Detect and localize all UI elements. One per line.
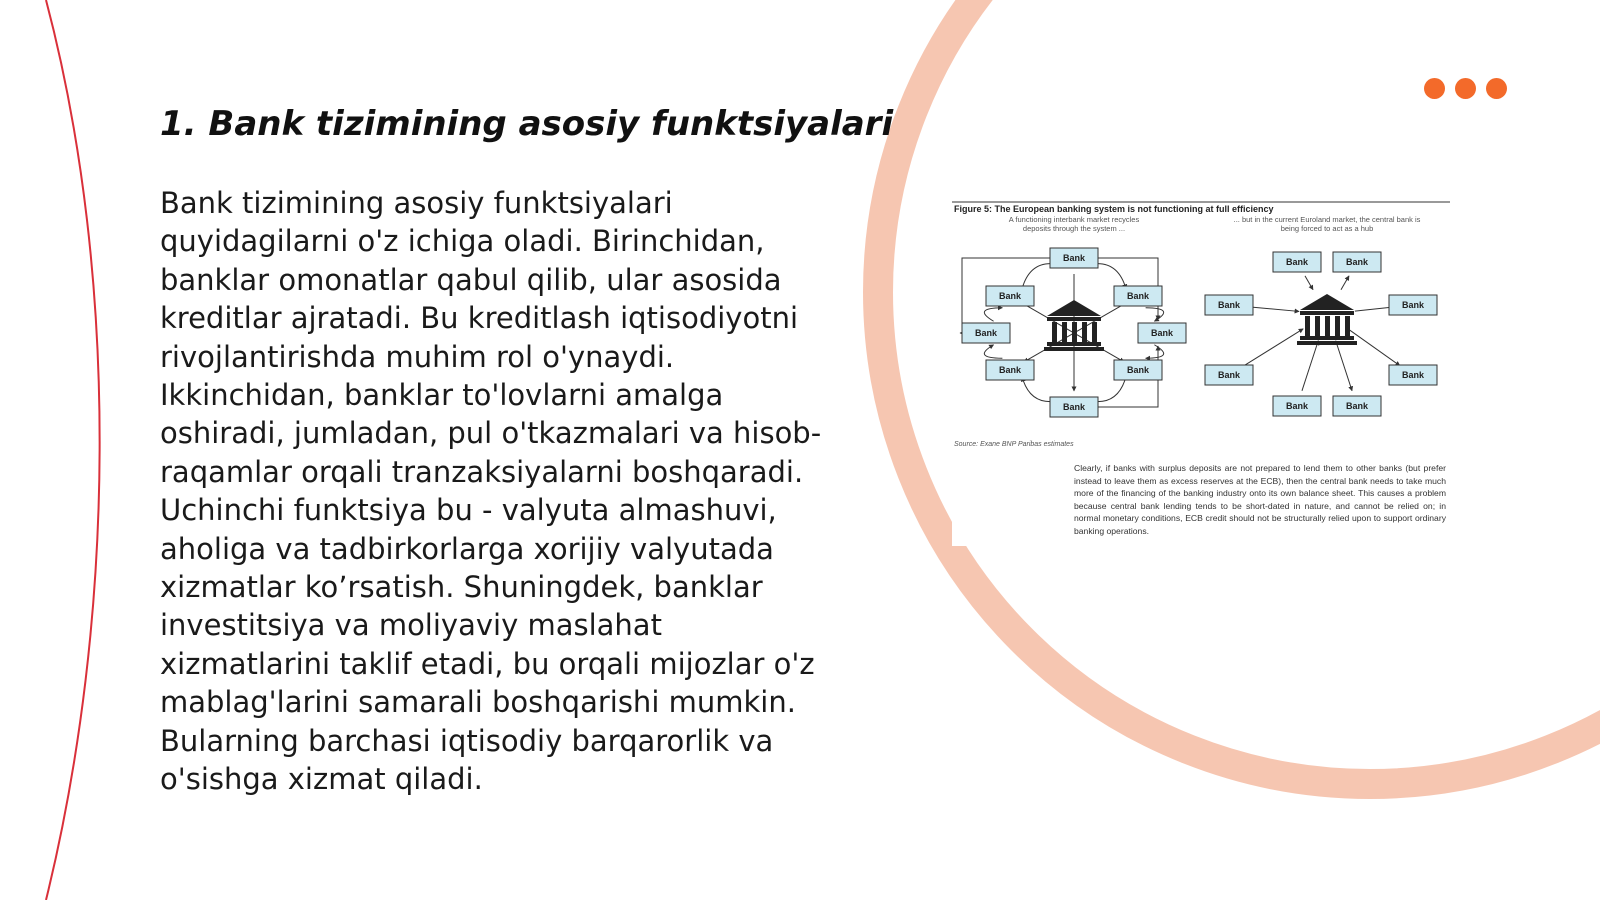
bank-node	[1273, 252, 1321, 272]
bank-node-label: Bank	[1062, 402, 1086, 412]
bank-node	[962, 323, 1010, 343]
bank-node-label: Bank	[1285, 257, 1309, 267]
bank-node-label: Bank	[1150, 328, 1174, 338]
bank-node	[1114, 360, 1162, 380]
bank-node-label: Bank	[1062, 253, 1086, 263]
left-accent-line	[46, 0, 100, 900]
banking-network-diagram	[952, 196, 1450, 456]
bank-node	[986, 360, 1034, 380]
left-subtitle-line: deposits through the system ...	[1022, 224, 1126, 233]
bank-node-label: Bank	[998, 291, 1022, 301]
dot	[1455, 78, 1476, 99]
bank-node-label: Bank	[974, 328, 998, 338]
bank-node-label: Bank	[1217, 300, 1241, 310]
connection-arrow	[1341, 276, 1349, 290]
bank-node	[1273, 396, 1321, 416]
right-subtitle-line: ... but in the current Euroland market, the central bank is	[1233, 215, 1421, 224]
bank-node-label: Bank	[1126, 365, 1150, 375]
bank-node	[986, 286, 1034, 306]
connection-arrow	[1302, 341, 1318, 391]
left-subtitle-line: A functioning interbank market recycles	[1008, 215, 1140, 224]
bank-node	[1333, 396, 1381, 416]
bank-node-label: Bank	[1285, 401, 1309, 411]
bank-node	[1205, 295, 1253, 315]
bank-node-label: Bank	[1217, 370, 1241, 380]
bank-node	[1138, 323, 1186, 343]
connection-arrow	[1350, 330, 1400, 366]
bank-node-label: Bank	[1345, 401, 1369, 411]
dot	[1424, 78, 1445, 99]
connection-arrow	[1305, 276, 1313, 290]
bank-node	[1205, 365, 1253, 385]
connection-arrow	[984, 308, 1002, 322]
figure-caption: Clearly, if banks with surplus deposits are not prepared to lend them to other banks (but prefer instead to leave them as excess reserves at the ECB), then the central bank needs to take much more of the financing of the banking industry onto its own balance sheet. This causes a problem because central bank lending tends to be short-dated in nature, and cannot be relied on; in normal monetary conditions, ECB credit should not be structurally relied upon to support ordinary banking operations.	[1074, 463, 1446, 536]
connection-arrow	[1146, 345, 1164, 359]
slide-body-text: Bank tizimining asosiy funktsiyalari quyidagilarni o'z ichiga oladi. Birinchidan, banklar omonatlar qabul qilib, ular asosida kreditlar ajratadi. Bu kreditlash iqtisodiyotni rivojlantirishda muhim rol o'ynaydi. Ikkinchidan, banklar to'lovlarni amalga oshiradi, jumladan, pul o'tkazmalari va hisob-raqamlar orqali tranzaksiyalarni boshqaradi. Uchinchi funktsiya bu - valyuta almashuvi, aholiga va tadbirkorlarga xorijiy valyutada xizmatlar ko’rsatish. Shuningdek, banklar investitsiya va moliyaviy maslahat xizmatlarini taklif etadi, bu orqali mijozlar o'z mablag'larini samarali boshqarishi mumkin. Bularning barchasi iqtisodiy barqarorlik va o'sishga xizmat qiladi.	[160, 186, 822, 797]
connection-arrow	[984, 345, 1002, 359]
bank-node-label: Bank	[1345, 257, 1369, 267]
slide-title: 1. Bank tizimining asosiy funktsiyalari	[160, 104, 894, 144]
bank-node-label: Bank	[1401, 300, 1425, 310]
central-bank-icon	[1044, 300, 1104, 351]
dot	[1486, 78, 1507, 99]
central-bank-icon	[1297, 294, 1357, 345]
more-dots-icon	[1424, 78, 1507, 99]
bank-node	[1050, 248, 1098, 268]
right-subtitle-line: being forced to act as a hub	[1280, 224, 1374, 233]
bank-node	[1114, 286, 1162, 306]
bank-node	[1050, 397, 1098, 417]
figure-title: Figure 5: The European banking system is not functioning at full efficiency	[954, 204, 1274, 214]
connection-arrow	[1146, 308, 1164, 322]
bank-node-label: Bank	[1401, 370, 1425, 380]
bank-node	[1389, 295, 1437, 315]
bank-node	[1389, 365, 1437, 385]
connection-arrow	[1243, 329, 1304, 367]
figure-source: Source: Exane BNP Paribas estimates	[954, 441, 1074, 448]
bank-node	[1333, 252, 1381, 272]
connection-arrow	[1336, 341, 1352, 391]
bank-node-label: Bank	[1126, 291, 1150, 301]
bank-node-label: Bank	[998, 365, 1022, 375]
